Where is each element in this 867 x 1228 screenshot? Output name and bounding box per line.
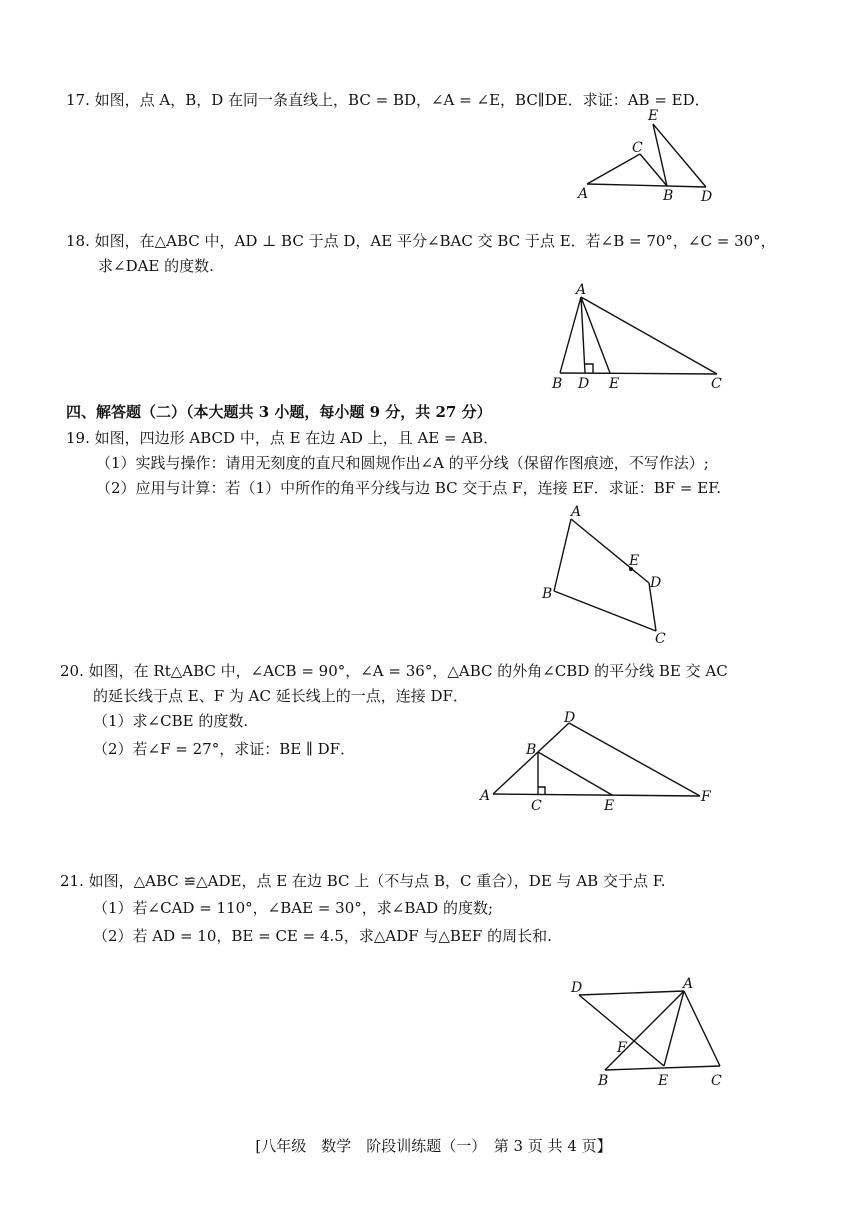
figure-21 (565, 970, 735, 1095)
problem-number: 20. (60, 662, 84, 680)
problem-21-part1: （1）若∠CAD = 110°，∠BAE = 30°，求∠BAD 的度数; (93, 899, 494, 917)
problem-20-line1 (60, 661, 728, 681)
label-E: E (604, 798, 615, 814)
label-E: E (629, 553, 640, 569)
label-A: A (571, 504, 582, 520)
label-C: C (711, 1073, 722, 1089)
figure-18 (545, 284, 735, 399)
label-D: D (578, 376, 590, 392)
label-D: D (650, 575, 662, 591)
label-A: A (578, 186, 589, 202)
label-D: D (564, 710, 576, 726)
section-heading: 四、解答题（二）（本大题共 3 小题，每小题 9 分，共 27 分） (66, 403, 492, 421)
figure-19 (538, 503, 678, 648)
problem-19-line1 (66, 428, 498, 448)
label-F: F (701, 789, 711, 805)
label-B: B (526, 742, 537, 758)
label-B: B (663, 188, 674, 204)
label-C: C (655, 631, 666, 647)
problem-text: 如图，点 A，B，D 在同一条直线上，BC = BD，∠A = ∠E，BC∥DE．求证：AB = ED． (94, 91, 710, 109)
label-E: E (609, 376, 620, 392)
label-D: D (571, 980, 583, 996)
problem-number: 21. (60, 872, 84, 890)
problem-21-part2: （2）若 AD = 10，BE = CE = 4.5，求△ADF 与△BEF 的周长和. (93, 927, 552, 945)
problem-20-part1: （1）求∠CBE 的度数. (93, 712, 249, 730)
problem-20-part2: （2）若∠F = 27°，求证：BE ∥ DF． (93, 740, 356, 758)
page-footer: [八年级 数学 阶段训练题（一） 第 3 页 共 4 页】 (255, 1137, 612, 1155)
label-A: A (480, 788, 491, 804)
problem-17 (66, 90, 710, 110)
problem-number: 18. (66, 232, 90, 250)
problem-text: 如图，四边形 ABCD 中，点 E 在边 AD 上，且 AE = AB． (94, 429, 499, 447)
problem-19-part1: （1）实践与操作：请用无刻度的直尺和圆规作出∠A 的平分线（保留作图痕迹，不写作法）; (96, 454, 709, 472)
figure-20 (476, 706, 721, 816)
problem-number: 17. (66, 91, 90, 109)
label-E: E (658, 1073, 669, 1089)
problem-19-part2: （2）应用与计算：若（1）中所作的角平分线与边 BC 交于点 F，连接 EF．求证：BF = EF. (96, 479, 722, 497)
label-D: D (701, 189, 713, 205)
label-E: E (648, 108, 659, 124)
problem-text: 如图，在 Rt△ABC 中，∠ACB = 90°，∠A = 36°，△ABC 的外角∠CBD 的平分线 BE 交 AC (88, 662, 728, 680)
label-C: C (711, 376, 722, 392)
problem-21-line1 (60, 871, 666, 891)
problem-20-line2: 的延长线于点 E、F 为 AC 延长线上的一点，连接 DF． (93, 687, 468, 705)
problem-text: 如图，△ABC ≌△ADE，点 E 在边 BC 上（不与点 B，C 重合），DE 与 AB 交于点 F. (88, 872, 666, 890)
problem-18-line2: 求∠DAE 的度数. (98, 257, 214, 275)
label-B: B (598, 1073, 609, 1089)
label-A: A (683, 976, 694, 992)
label-C: C (632, 140, 643, 156)
label-A: A (576, 282, 587, 298)
label-B: B (542, 586, 553, 602)
label-C: C (531, 798, 542, 814)
label-F: F (617, 1040, 627, 1056)
problem-text: 如图，在△ABC 中，AD ⊥ BC 于点 D，AE 平分∠BAC 交 BC 于点 E．若∠B = 70°，∠C = 30°， (94, 232, 776, 250)
problem-number: 19. (66, 429, 90, 447)
figure-17 (570, 108, 720, 208)
problem-18-line1 (66, 231, 776, 251)
label-B: B (552, 376, 563, 392)
